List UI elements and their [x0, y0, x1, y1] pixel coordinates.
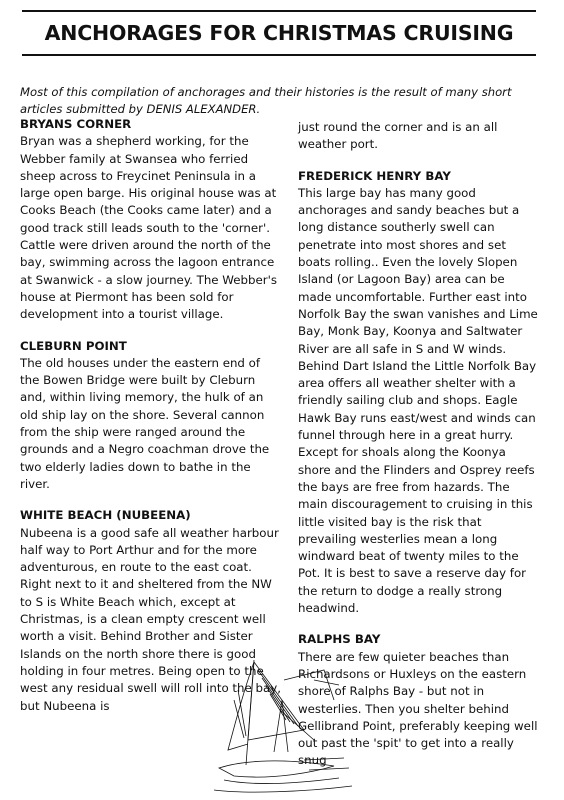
section-body: This large bay has many good anchorages and sandy beaches but a long distance southerly swell can penetrate into most shores and set boats rolling.. Even the lovely Slopen Island (or Lagoon Bay) area can be made uncomfortable. Further east into Norfolk Bay the swan vanishes and Lime Bay, Monk Bay, Koonya and Saltwater River are all safe in S and W winds. Behind Dart Island the Little Norfolk Bay area offers all weather shelter with a friendly sailing club and shops. Eagle Hawk Bay runs east/west and winds can funnel through here in a great hurry. Except for shoals along the Koonya shore and the Flinders and Osprey reefs the bays are free from hazards. The main discouragement to cruising in this little visited bay is the risk that prevailing westerlies mean a long windward beat of twenty miles to the Pot. It is best to save a reserve day for the return to dodge a really strong headwind. [298, 185, 538, 616]
section-cleburn-point [20, 338, 282, 494]
section-body: just round the corner and is an all weather port. [298, 120, 498, 152]
left-column [20, 116, 282, 729]
section-heading: RALPHS BAY [298, 632, 381, 647]
intro-paragraph: Most of this compilation of anchorages and their histories is the result of many short articles submitted by DENIS ALEXANDER. [20, 84, 512, 116]
sailboat-sketch-icon [214, 640, 354, 795]
section-body: There are few quieter beaches than Richardsons or Huxleys on the eastern shore of Ralphs Bay - but not in westerlies. Then you shelter behind Gellibrand Point, preferably keeping well out past the 'spit' to get into a really snug [298, 649, 538, 768]
section-heading: FREDERICK HENRY BAY [298, 168, 451, 183]
section-frederick-henry-bay [298, 168, 540, 618]
section-heading: WHITE BEACH (NUBEENA) [20, 508, 191, 523]
section-bryans-corner [20, 116, 282, 324]
section-continued [298, 119, 540, 154]
section-heading: CLEBURN POINT [20, 338, 127, 353]
page-title: ANCHORAGES FOR CHRISTMAS CRUISING [44, 21, 514, 45]
title-banner [22, 10, 536, 56]
section-body: The old houses under the eastern end of the Bowen Bridge were built by Cleburn and, within living memory, the hulk of an old ship lay on the shore. Several cannon from the ship were ranged around the grounds and a Negro coachman drove the two elderly ladies down to bathe in the river. [20, 355, 270, 491]
section-body: Nubeena is a good safe all weather harbour half way to Port Arthur and for the more adventurous, en route to the east coat. Right next to it and sheltered from the NW to S is White Beach which, except at Christmas, is a clean empty crescent well worth a visit. Behind Brother and Sister Islands on the north shore there is good holding in four metres. Being open to the west any residual swell will roll into the bay, but Nubeena is [20, 525, 281, 713]
section-body: Bryan was a shepherd working, for the Webber family at Swansea who ferried sheep across to Freycinet Peninsula in a large open barge. His original house was at Cooks Beach (the Cooks came later) and a good track still leads south to the 'corner'. Cattle were driven around the north of the bay, swimming across the lagoon entrance at Swanwick - a slow journey. The Webber's house at Piermont has been sold for development into a tourist village. [20, 134, 278, 322]
section-heading: BRYANS CORNER [20, 117, 132, 131]
